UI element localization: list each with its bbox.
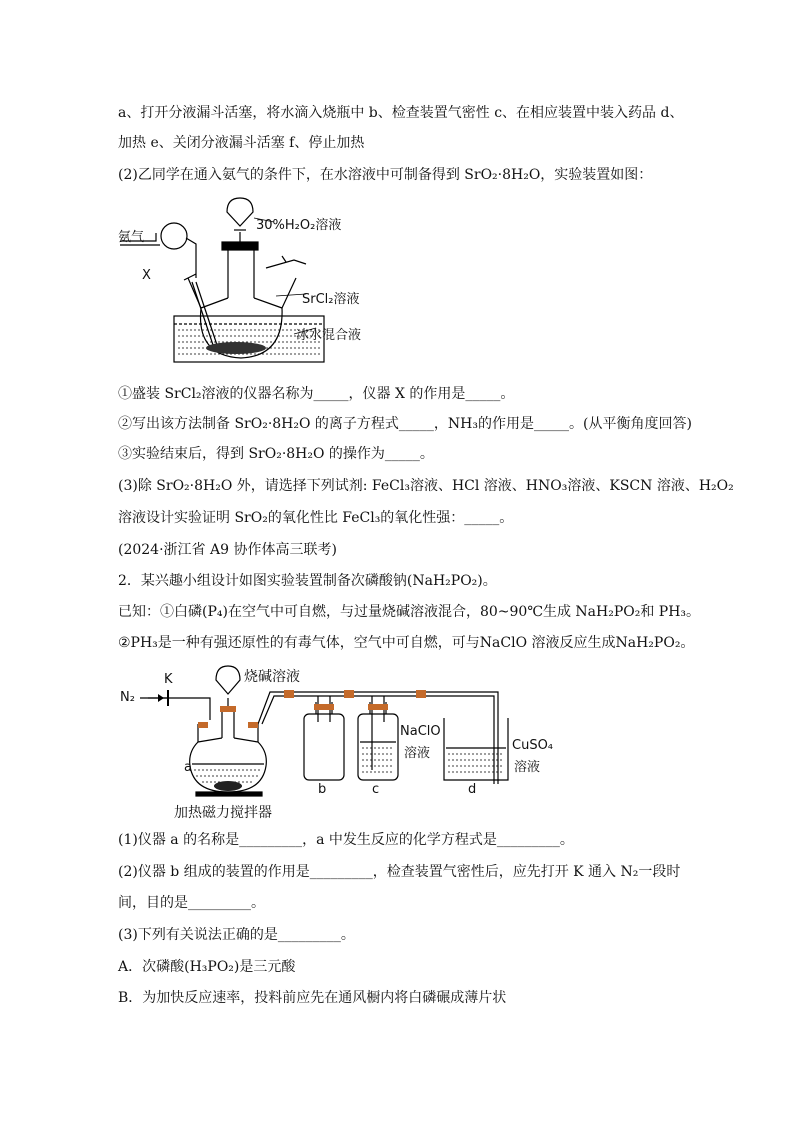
bottle-b-label: b [318,782,327,797]
valve-k-label: K [164,672,173,687]
text-line-3: (2)乙同学在通入氨气的条件下，在水溶液中可制备得到 SrO₂·8H₂O，实验装置如图： [118,167,653,183]
apparatus-figure-2 [118,662,554,824]
x-label: X [142,268,151,283]
cuso4-label: CuSO₄ [512,738,554,753]
srcl2-label: SrCl₂溶液 [302,292,360,307]
naoh-label: 烧碱溶液 [244,669,300,685]
flask-a-label: a [184,760,192,775]
beaker-d-label: d [468,782,477,797]
text-line-12: ②PH₃是一种有强还原性的有毒气体，空气中可自燃，可与NaClO 溶液反应生成NaH₂PO₂。 [118,635,695,651]
text-line-2: 加热 e、关闭分液漏斗活塞 f、停止加热 [118,135,365,151]
stirrer-label: 加热磁力搅拌器 [174,805,272,821]
bottle-c-label: c [372,782,380,797]
text-line-7: (3)除 SrO₂·8H₂O 外，请选择下列试剂: FeCl₃溶液、HCl 溶液、HNO₃溶液、KSCN 溶液、H₂O₂ [118,478,734,494]
text-line-13: (1)仪器 a 的名称是_________，a 中发生反应的化学方程式是_________。 [118,832,574,848]
text-line-16: (3)下列有关说法正确的是_________。 [118,927,355,943]
question-2-title: 2．某兴趣小组设计如图实验装置制备次磷酸钠(NaH₂PO₂)。 [118,573,497,589]
apparatus-figure-1 [116,198,416,368]
icewater-label: 冰水混合液 [296,328,362,343]
naclo-label: NaClO [400,724,441,739]
n2-label: N₂ [120,690,135,705]
option-b: B．为加快反应速率，投料前应先在通风橱内将白磷碾成薄片状 [118,990,507,1006]
text-line-14: (2)仪器 b 组成的装置的作用是_________，检查装置气密性后，应先打开 K 通入 N₂一段时 [118,864,681,880]
text-line-1: a、打开分液漏斗活塞，将水滴入烧瓶中 b、检查装置气密性 c、在相应装置中装入药品 d、 [118,105,684,121]
h2o2-label: 30%H₂O₂溶液 [256,218,342,233]
cuso4-solution-label: 溶液 [514,760,541,775]
text-line-8: 溶液设计实验证明 SrO₂的氧化性比 FeCl₃的氧化性强：_____。 [118,510,514,526]
source-citation: (2024·浙江省 A9 协作体高三联考) [118,542,337,558]
ammonia-label: 氨气 [118,230,145,245]
text-line-4: ①盛装 SrCl₂溶液的仪器名称为_____，仪器 X 的作用是_____。 [118,386,515,402]
text-line-11: 已知：①白磷(P₄)在空气中可自燃，与过量烧碱溶液混合，80~90℃生成 NaH₂PO₂和 PH₃。 [118,604,701,620]
text-line-6: ③实验结束后，得到 SrO₂·8H₂O 的操作为_____。 [118,446,434,462]
text-line-15: 间，目的是_________。 [118,895,265,911]
text-line-5: ②写出该方法制备 SrO₂·8H₂O 的离子方程式_____，NH₃的作用是_____。(从平衡角度回答) [118,416,692,432]
option-a: A．次磷酸(H₃PO₂)是三元酸 [118,959,296,975]
naclo-solution-label: 溶液 [404,746,431,761]
